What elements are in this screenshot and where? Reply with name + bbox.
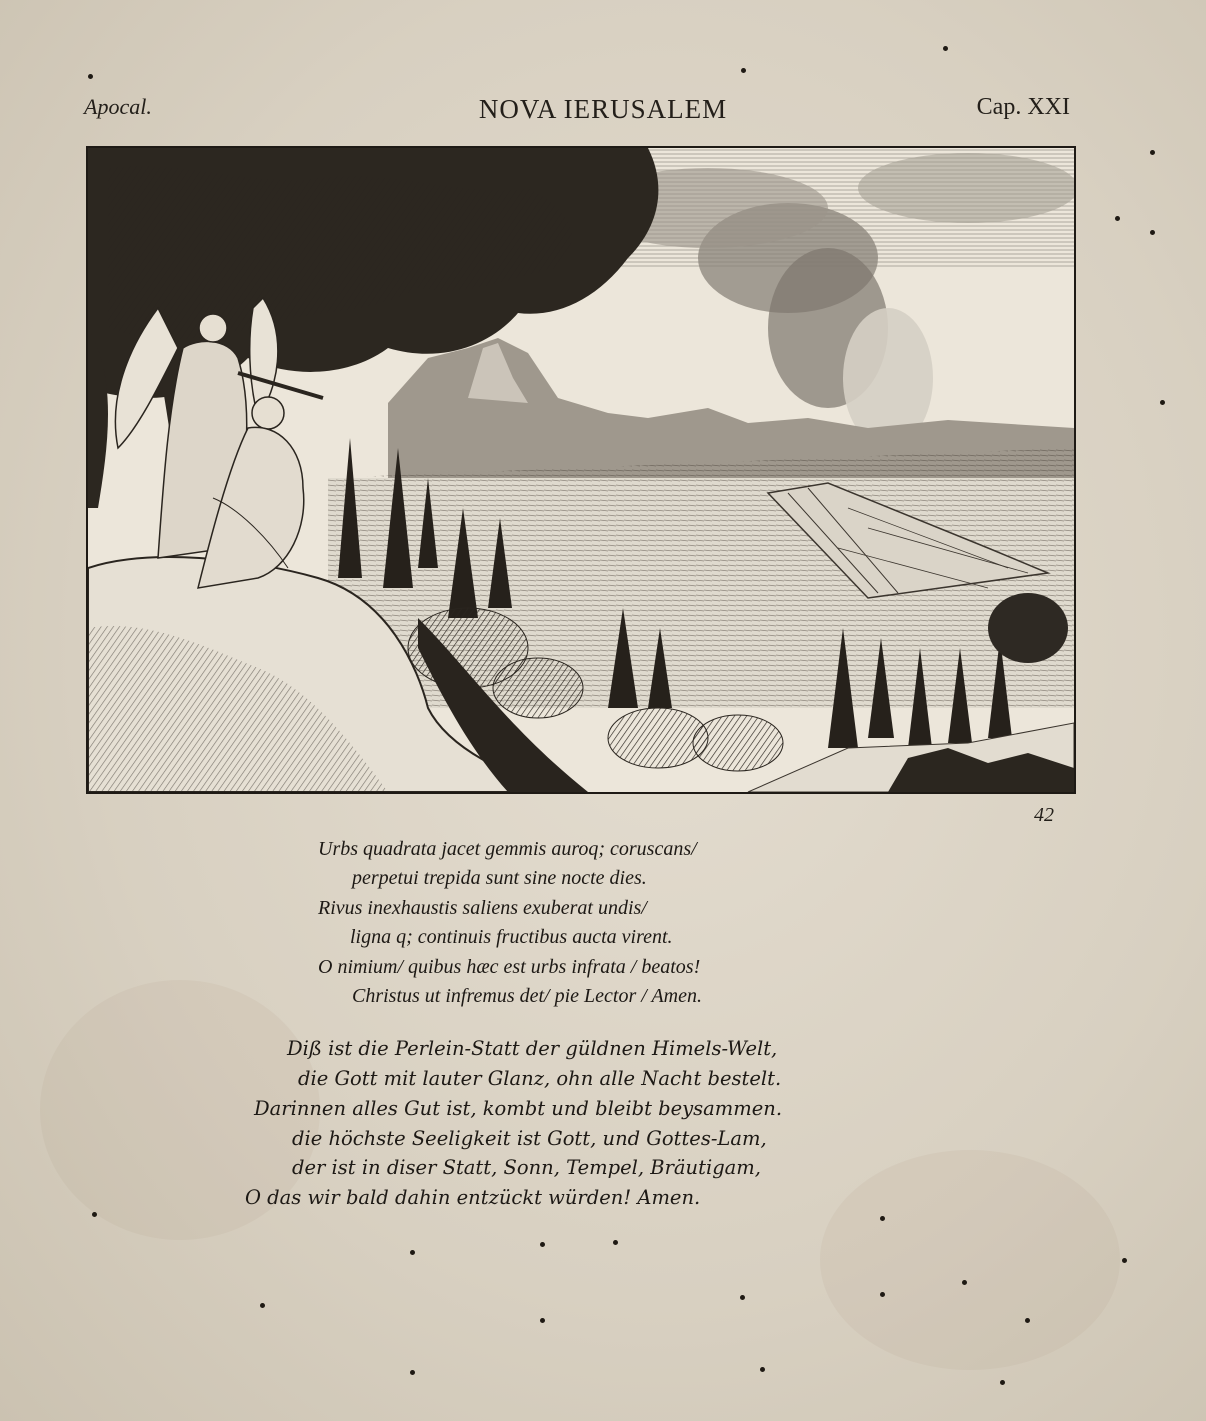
foxing-spot [540, 1318, 545, 1323]
foxing-spot [410, 1370, 415, 1375]
german-verse-line: der ist in diser Statt, Sonn, Tempel, Bräutigam, [292, 1156, 761, 1179]
foxing-spot [1122, 1258, 1127, 1263]
latin-verse-line: ligna q; continuis fructibus aucta virent. [350, 926, 673, 948]
foxing-spot [88, 74, 93, 79]
german-verse-line: Diß ist die Perlein-Statt der güldnen Himels-Welt, [287, 1037, 778, 1060]
foxing-spot [1025, 1318, 1030, 1323]
plate-number: 42 [1034, 804, 1054, 826]
foxing-spot [1150, 150, 1155, 155]
engraving-plate [86, 146, 1076, 794]
foxing-spot [962, 1280, 967, 1285]
foxing-spot [943, 46, 948, 51]
foxing-spot [410, 1250, 415, 1255]
german-verse-line: Darinnen alles Gut ist, kombt und bleibt beysammen. [254, 1097, 783, 1120]
latin-verse-line: O nimium/ quibus hæc est urbs infrata / beatos! [318, 956, 701, 978]
foxing-spot [1000, 1380, 1005, 1385]
foxing-spot [260, 1303, 265, 1308]
header-chapter: Cap. XXI [976, 94, 1070, 120]
latin-verse-line: Christus ut infremus det/ pie Lector / Amen. [352, 985, 702, 1007]
header-book-reference: Apocal. [84, 94, 152, 119]
latin-verse-line: Urbs quadrata jacet gemmis auroq; coruscans/ [318, 838, 697, 860]
engraving-illustration [88, 148, 1074, 792]
latin-verse-line: Rivus inexhaustis saliens exuberat undis/ [318, 897, 647, 919]
foxing-spot [880, 1216, 885, 1221]
foxing-spot [760, 1367, 765, 1372]
foxing-spot [613, 1240, 618, 1245]
foxing-spot [1150, 230, 1155, 235]
foxing-spot [740, 1295, 745, 1300]
paper-stain [820, 1150, 1120, 1370]
foxing-spot [880, 1292, 885, 1297]
foxing-spot [1115, 216, 1120, 221]
foxing-spot [741, 68, 746, 73]
german-verse-line: die Gott mit lauter Glanz, ohn alle Nacht bestelt. [298, 1067, 782, 1090]
latin-verse-line: perpetui trepida sunt sine nocte dies. [352, 867, 647, 889]
foxing-spot [92, 1212, 97, 1217]
german-verse-line: O das wir bald dahin entzückt würden! Amen. [245, 1186, 701, 1209]
foxing-spot [540, 1242, 545, 1247]
header-title: NOVA IERUSALEM [478, 94, 728, 124]
foxing-spot [1160, 400, 1165, 405]
german-verse-line: die höchste Seeligkeit ist Gott, und Gottes-Lam, [292, 1127, 767, 1150]
